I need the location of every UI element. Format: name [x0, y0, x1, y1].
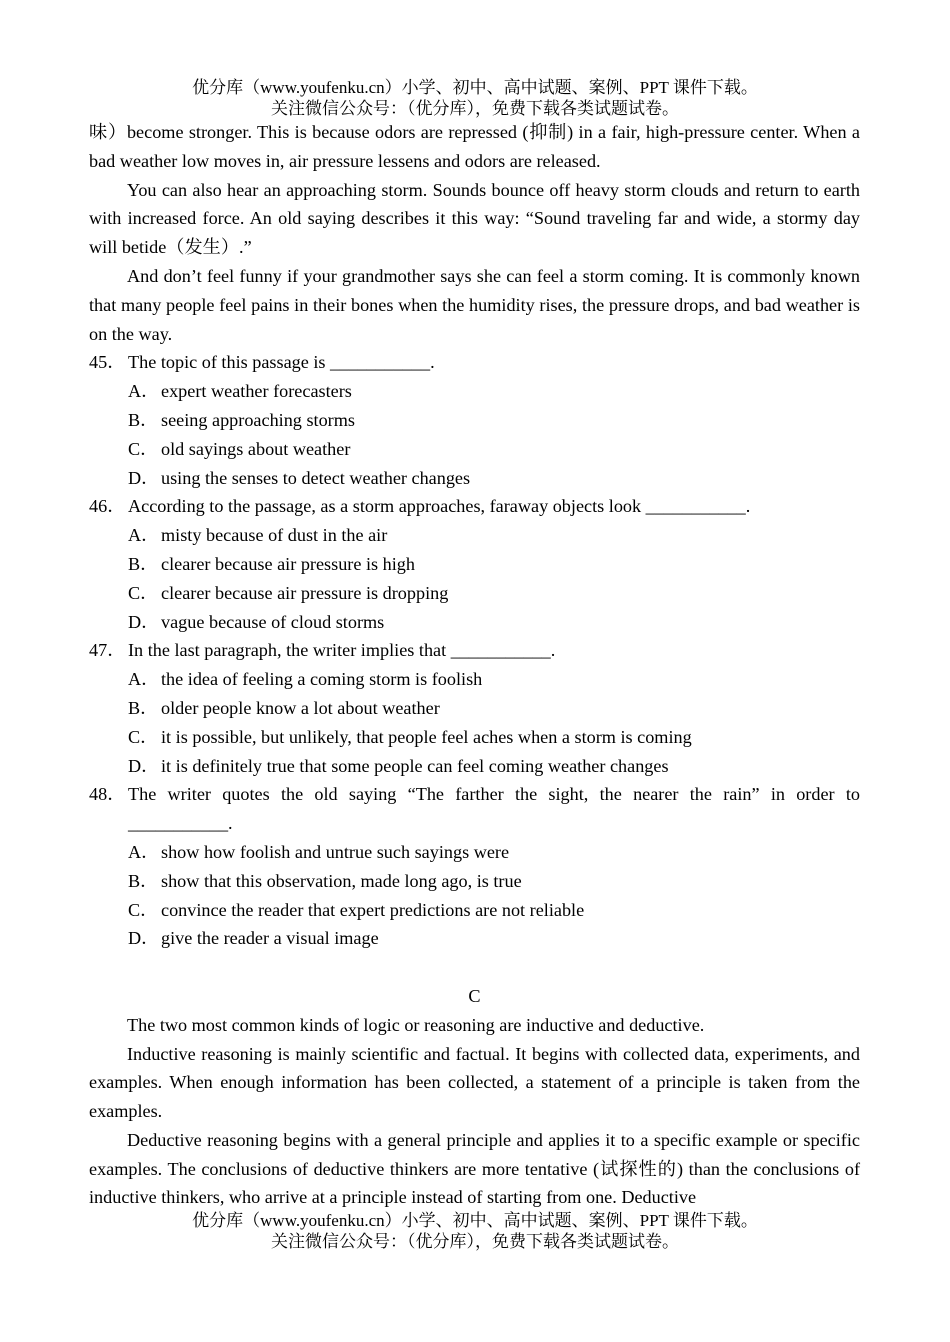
option-48-c — [89, 896, 860, 925]
option-text: old sayings about weather — [161, 438, 351, 459]
page-header — [0, 77, 950, 119]
footer-line-2: 关注微信公众号：（优分库），免费下载各类试题试卷。 — [271, 1232, 679, 1251]
option-letter: C． — [128, 726, 159, 747]
option-letter: D． — [128, 755, 160, 776]
option-letter: A． — [128, 669, 160, 690]
option-47-a — [89, 665, 860, 694]
option-46-c — [89, 579, 860, 608]
question-stem: According to the passage, as a storm approaches, faraway objects look ___________. — [128, 496, 751, 517]
passage-b-paragraph-1: 味）become stronger. This is because odors are repressed (抑制) in a fair, high-pressure center. When a bad weather low moves in, air pressure lessens and odors are released. — [89, 122, 860, 171]
option-46-b — [89, 550, 860, 579]
option-45-c — [89, 435, 860, 464]
question-number: 47． — [89, 640, 126, 661]
option-text: using the senses to detect weather changes — [161, 467, 471, 488]
option-48-b — [89, 867, 860, 896]
option-text: show that this observation, made long ago, is true — [161, 870, 522, 891]
page-content — [89, 118, 860, 1212]
header-line-2: 关注微信公众号：（优分库），免费下载各类试题试卷。 — [271, 99, 679, 118]
option-46-d — [89, 608, 860, 637]
question-46 — [89, 492, 860, 521]
option-text: clearer because air pressure is dropping — [161, 582, 449, 603]
option-46-a — [89, 521, 860, 550]
question-number: 46． — [89, 496, 126, 517]
option-text: misty because of dust in the air — [161, 525, 388, 546]
question-stem: The topic of this passage is ___________. — [128, 352, 435, 373]
option-letter: D． — [128, 928, 160, 949]
passage-c-title: C — [468, 985, 481, 1006]
option-47-d — [89, 752, 860, 781]
option-text: show how foolish and untrue such sayings were — [161, 841, 510, 862]
option-text: expert weather forecasters — [161, 381, 352, 402]
question-45 — [89, 348, 860, 377]
option-letter: B． — [128, 697, 159, 718]
footer-line-1: 优分库（www.youfenku.cn）小学、初中、高中试题、案例、PPT 课件下载。 — [192, 1211, 758, 1230]
question-stem: In the last paragraph, the writer implies that ___________. — [128, 640, 556, 661]
question-number: 45． — [89, 352, 126, 373]
question-stem: The writer quotes the old saying “The farther the sight, the nearer the rain” in order to — [128, 784, 860, 805]
option-letter: B． — [128, 409, 159, 430]
option-45-d — [89, 464, 860, 493]
question-number: 48． — [89, 784, 126, 805]
option-letter: C． — [128, 438, 159, 459]
passage-c-paragraph-3: Deductive reasoning begins with a general principle and applies it to a specific example or specific examples. The conclusions of deductive thinkers are more tentative (试探性的) than the conclusions of inductive thinkers, who arrive at a principle instead of starting from one. Deductive — [89, 1129, 860, 1208]
question-48-blank: ___________. — [128, 813, 233, 834]
page-footer — [0, 1210, 950, 1252]
option-text: seeing approaching storms — [161, 409, 355, 430]
passage-b-paragraph-2: You can also hear an approaching storm. Sounds bounce off heavy storm clouds and return to earth with increased force. An old saying describes it this way: “Sound traveling far and wide, a stormy day will betide（发生）.” — [89, 179, 860, 258]
option-text: it is definitely true that some people can feel coming weather changes — [161, 755, 669, 776]
option-letter: A． — [128, 525, 160, 546]
option-letter: A． — [128, 841, 160, 862]
option-48-a — [89, 838, 860, 867]
option-48-d — [89, 924, 860, 953]
option-text: give the reader a visual image — [161, 928, 379, 949]
passage-c-paragraph-2: Inductive reasoning is mainly scientific and factual. It begins with collected data, experiments, and examples. When enough information has been collected, a statement of a principle is taken from the examples. — [89, 1043, 860, 1122]
option-letter: D． — [128, 611, 160, 632]
passage-c-paragraph-1: The two most common kinds of logic or reasoning are inductive and deductive. — [127, 1014, 705, 1035]
option-text: clearer because air pressure is high — [161, 553, 415, 574]
passage-b-paragraph-3: And don’t feel funny if your grandmother says she can feel a storm coming. It is commonly known that many people feel pains in their bones when the humidity rises, the pressure drops, and bad weather is on the way. — [89, 265, 860, 344]
option-45-b — [89, 406, 860, 435]
option-text: vague because of cloud storms — [161, 611, 385, 632]
option-45-a — [89, 377, 860, 406]
option-47-c — [89, 723, 860, 752]
option-text: it is possible, but unlikely, that people feel aches when a storm is coming — [161, 726, 692, 747]
option-47-b — [89, 694, 860, 723]
option-letter: A． — [128, 381, 160, 402]
question-47 — [89, 636, 860, 665]
option-letter: C． — [128, 899, 159, 920]
option-text: older people know a lot about weather — [161, 697, 440, 718]
question-48 — [89, 780, 860, 809]
option-letter: C． — [128, 582, 159, 603]
option-text: the idea of feeling a coming storm is foolish — [161, 669, 483, 690]
section-spacer — [89, 953, 860, 982]
option-letter: B． — [128, 870, 159, 891]
option-letter: B． — [128, 553, 159, 574]
header-line-1: 优分库（www.youfenku.cn）小学、初中、高中试题、案例、PPT 课件下载。 — [192, 78, 758, 97]
option-text: convince the reader that expert predictions are not reliable — [161, 899, 585, 920]
option-letter: D． — [128, 467, 160, 488]
